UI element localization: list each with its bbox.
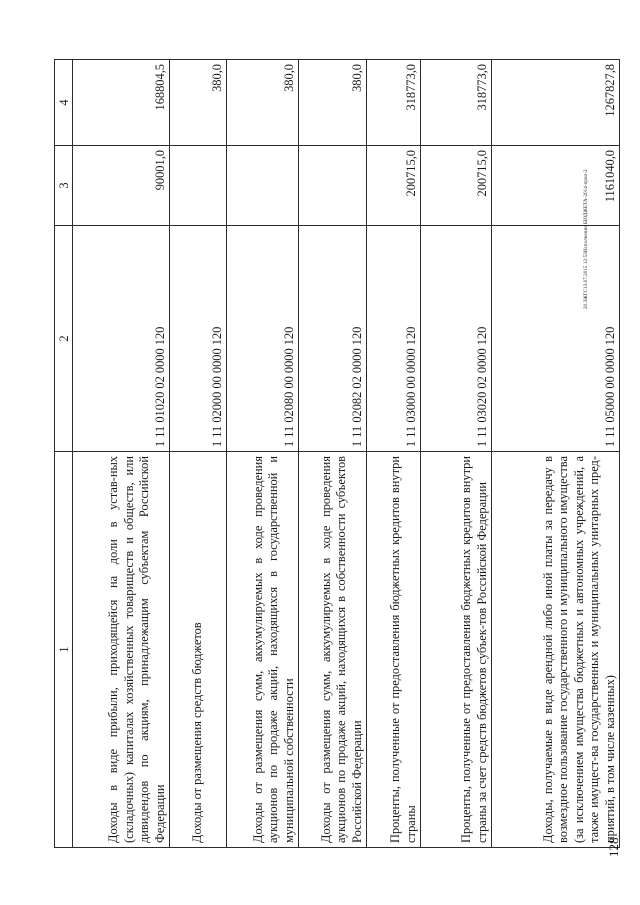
revenue-name-cell: Доходы от размещения сумм, аккумулируемых в ходе проведения аукционов по продаже акций, находящихся в собственности субъектов Российской Федерации: [299, 452, 367, 848]
value-col3-cell: 200715,0: [421, 146, 492, 226]
value-col3-cell: [170, 146, 227, 226]
value-col3-cell: 200715,0: [367, 146, 421, 226]
budget-code-cell: 1 11 03020 02 0000 120: [421, 226, 492, 452]
value-col3-cell: 1161040,0: [492, 146, 620, 226]
budget-code-cell: 1 11 02082 02 0000 120: [299, 226, 367, 452]
value-col4-cell: 318773,0: [421, 60, 492, 146]
value-col4-cell: 168804,5: [73, 60, 170, 146]
revenue-name-cell: Проценты, полученные от предоставления бюджетных кредитов внутри страны: [367, 452, 421, 848]
table-row: [170, 60, 227, 848]
budget-code-cell: 1 11 05000 00 0000 120: [492, 226, 620, 452]
value-col4-cell: 318773,0: [367, 60, 421, 146]
value-col3-cell: [299, 146, 367, 226]
value-col3-cell: [227, 146, 299, 226]
revenue-table: [54, 59, 620, 848]
value-col4-cell: 380,0: [299, 60, 367, 146]
value-col4-cell: 380,0: [170, 60, 227, 146]
revenue-name-cell: Проценты, полученные от предоставления бюджетных кредитов внутри страны за счет средств бюджетов субъек-тов Российской Федерации: [421, 452, 492, 848]
budget-code-cell: 1 11 03000 00 0000 120: [367, 226, 421, 452]
header-cell: 4: [55, 60, 73, 146]
header-cell: 1: [55, 452, 73, 848]
revenue-name-cell: Доходы от размещения средств бюджетов: [170, 452, 227, 848]
header-cell: 2: [55, 226, 73, 452]
value-col4-cell: 380,0: [227, 60, 299, 146]
table-row: [73, 60, 170, 848]
revenue-name-cell: Доходы, получаемые в виде арендной либо иной платы за передачу в возмездное пользование государственного и муниципального имущества (за исключением имущества бюджетных и автономных учреждений, а также имущест-ва государственных и муниципальных унитарных пред-приятий, в том числе казенных): [492, 452, 620, 848]
revenue-name-cell: Доходы от размещения сумм, аккумулируемых в ходе проведения аукционов по продаже акций, находящихся в государственной и муниципальной собственности: [227, 452, 299, 848]
table-row: [227, 60, 299, 848]
page-number: 128: [606, 837, 621, 857]
revenue-name-cell: Доходы в виде прибыли, приходящейся на доли в устав-ных (складочных) капиталах хозяйственных товариществ и обществ, или дивидендов по акциям, принадлежащим субъектам Российской Федерации: [73, 452, 170, 848]
table-row: [299, 60, 367, 848]
table-row: [367, 60, 421, 848]
value-col4-cell: 1267827,8: [492, 60, 620, 146]
table-header-row: [55, 60, 73, 848]
budget-code-cell: 1 11 02080 00 0000 120: [227, 226, 299, 452]
budget-code-cell: 1 11 02000 00 0000 120: [170, 226, 227, 452]
table-row: [421, 60, 492, 848]
table-row: [492, 60, 620, 848]
value-col3-cell: 90001,0: [73, 146, 170, 226]
header-cell: 3: [55, 146, 73, 226]
budget-code-cell: 1 11 01020 02 0000 120: [73, 226, 170, 452]
document-reference: 20.ЗЖГС13.07.2015 12:53Исполнение БЮДЖЕТА-2014-прил-2: [584, 169, 589, 309]
